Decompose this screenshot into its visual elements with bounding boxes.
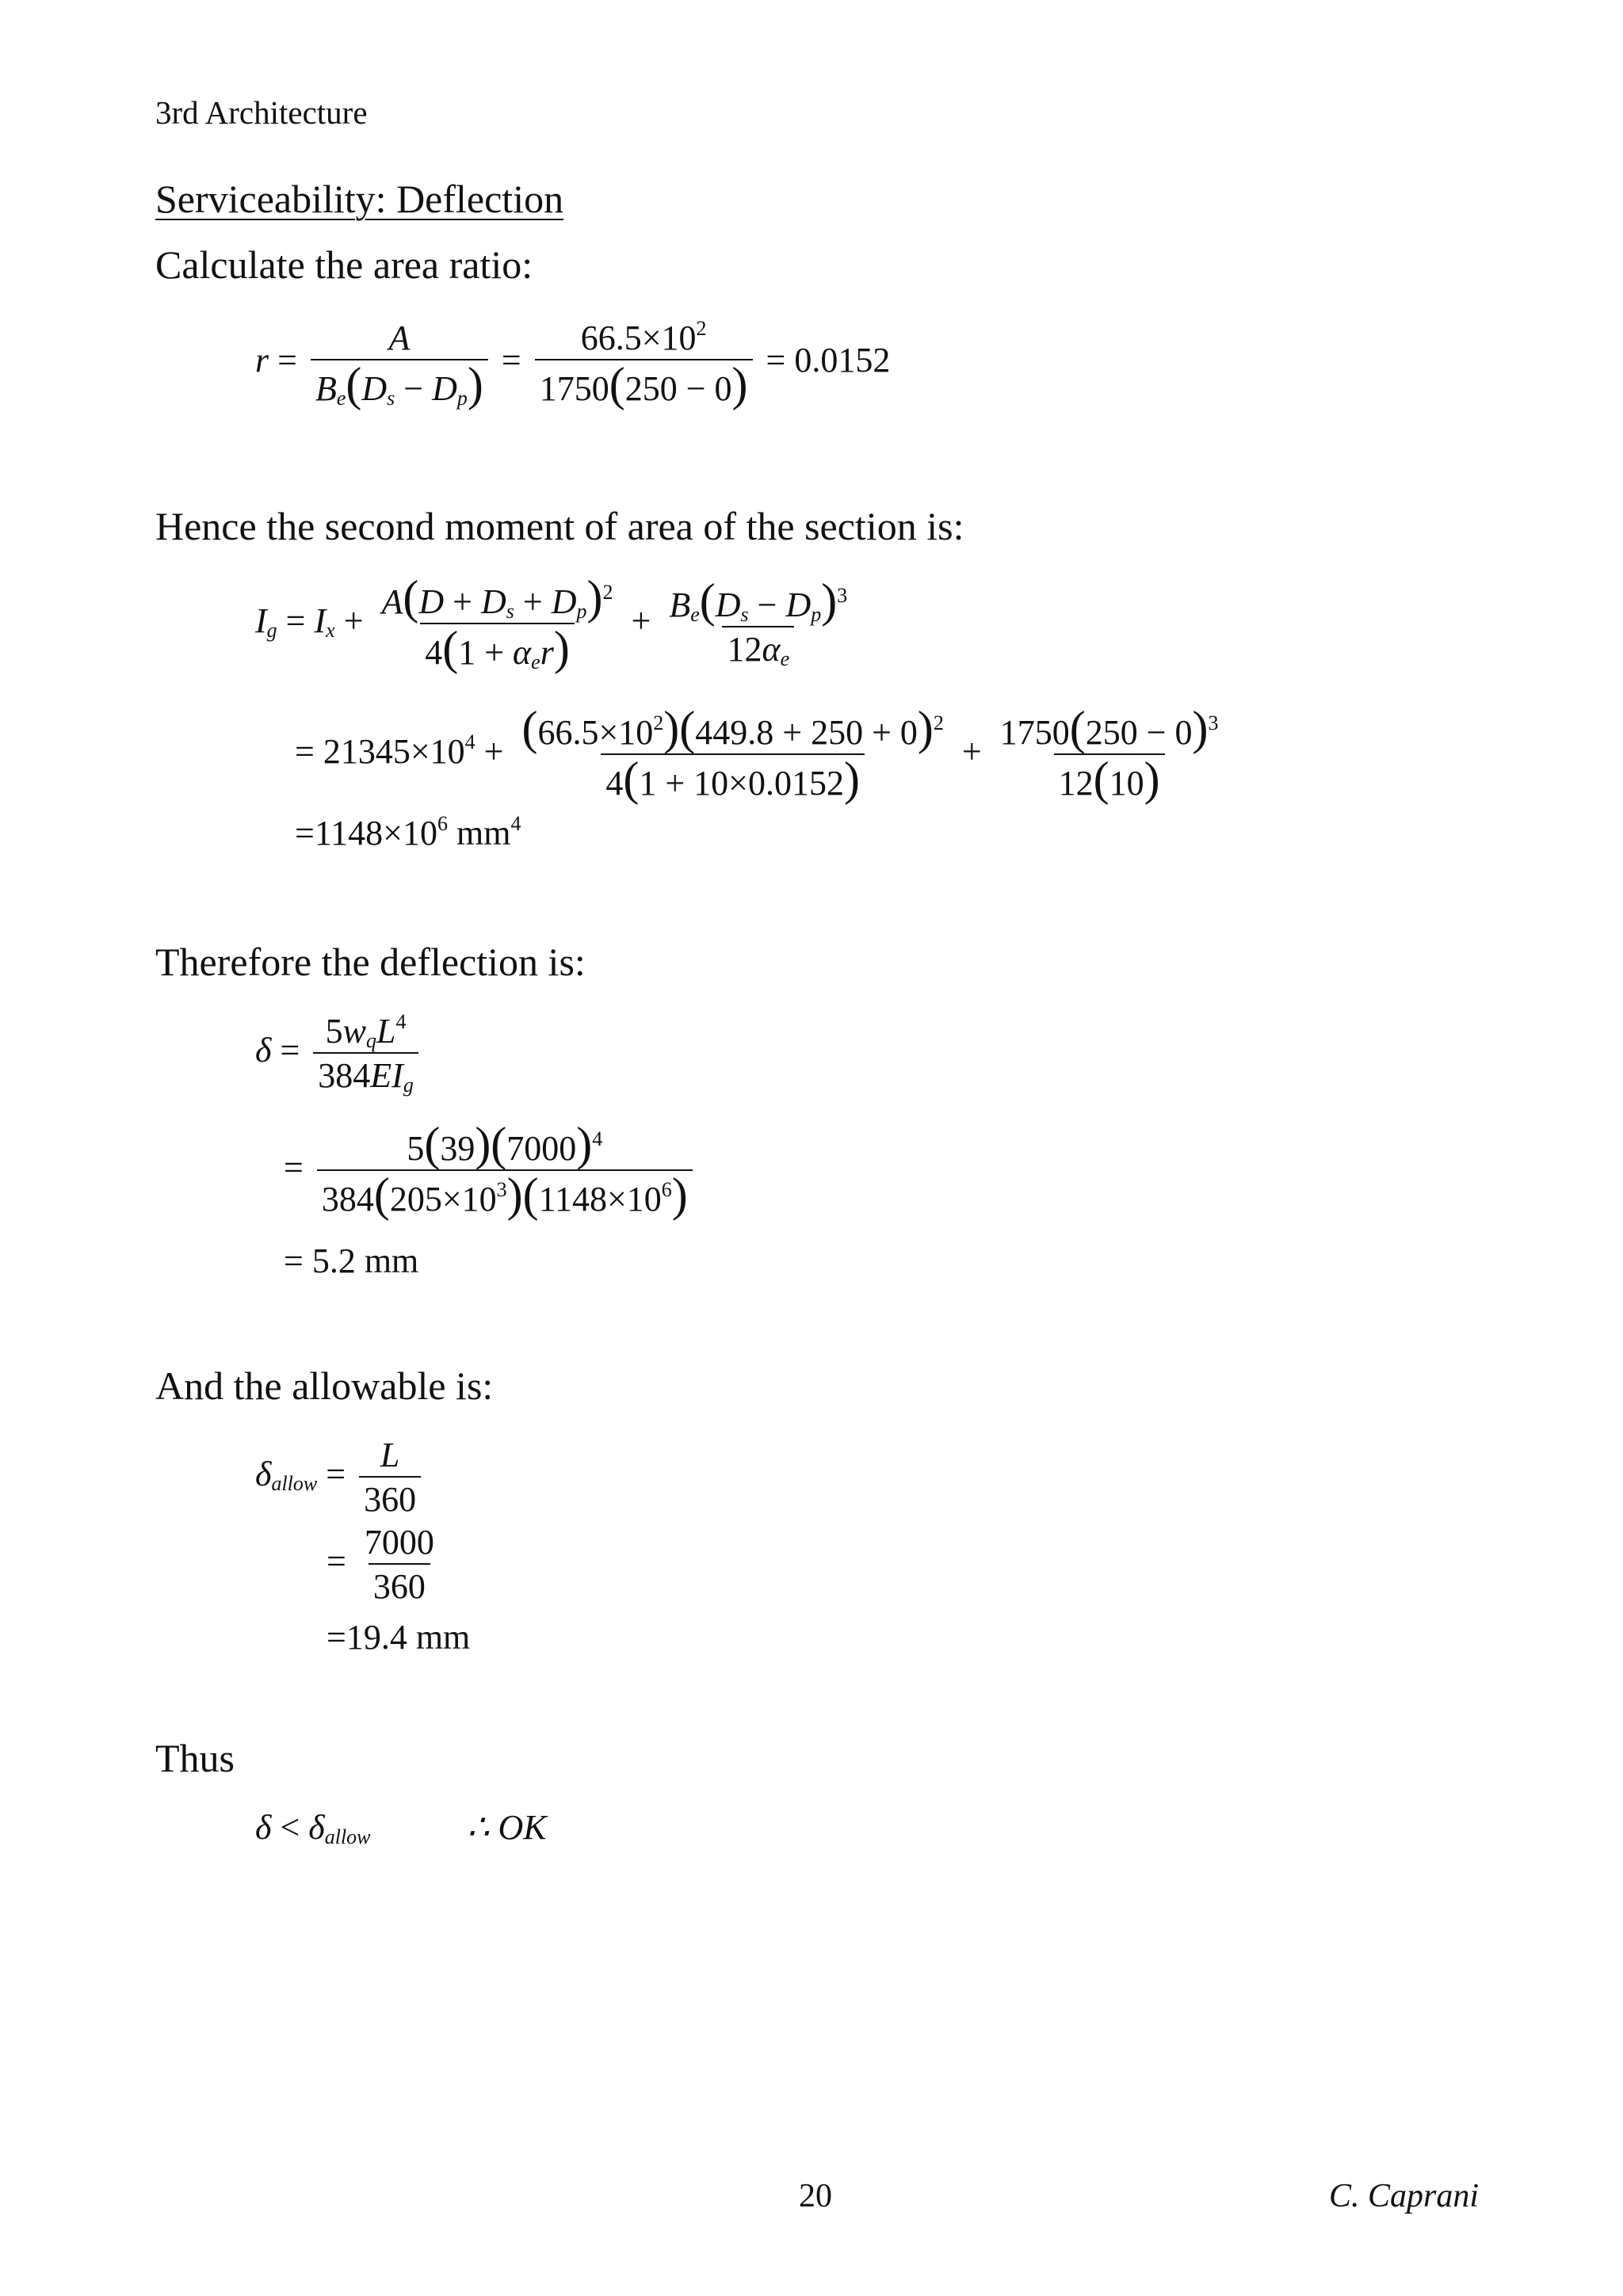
fraction-allowable-symbolic: $\frac{L}{360}$	[359, 1438, 421, 1517]
paragraph-area-ratio: Calculate the area ratio:	[155, 242, 533, 287]
equation-allowable-symbolic: $\delta_{allow}$ = $\frac{L}{360}$	[255, 1438, 426, 1517]
paragraph-second-moment: Hence the second moment of area of the section is:	[155, 504, 964, 548]
fraction-r-numeric: $\frac{66.5\times 10^2}{1750(250 - 0)}$	[535, 321, 753, 406]
section-title: Serviceability: Deflection	[155, 177, 564, 221]
equation-area-ratio: r = $\frac{A}{B_e(D_s - D_p)}$ = $\frac{66.5\times 10^2}{1750(250 - 0)}$ = 0.0152	[255, 317, 891, 410]
page-number: 20	[799, 2178, 832, 2214]
equation-ig-symbolic: $I_g = I_x$ + $\frac{A(D + D_s + D_p)^2}{4(1 + \alpha_er)}$ + $\frac{B_e(D_s - D_p)^3}{12\alpha_e}$	[255, 578, 857, 670]
r-result: = 0.0152	[766, 341, 891, 380]
ig-result-value: =1148×10	[295, 814, 437, 852]
equation-ig-numeric: = $21345\times 10^4$ + $\frac{(66.5\times 10^2)(449.8 + 250 + 0)^2}{4(1 + 10\times 0.0152)}$ + $\frac{1750(250 - 0)^3}{12(10)}$	[295, 709, 1228, 801]
fraction-ig-numeric-1: $\frac{(66.5\times 10^2)(449.8 + 250 + 0)^2}{4(1 + 10\times 0.0152)}$	[521, 702, 944, 805]
deflection-result: = 5.2 mm	[284, 1241, 419, 1280]
fraction-r-symbolic: $\frac{A}{B_e(D_s - D_p)}$	[311, 321, 488, 406]
equation-deflection-numeric: = $\frac{5(39)(7000)^4}{384(205\times 10^3)(1148\times 10^6)}$	[284, 1125, 697, 1217]
paragraph-allowable: And the allowable is:	[155, 1363, 494, 1408]
fraction-ig-term2: $\frac{B_e(D_s - D_p)^3}{12\alpha_e}$	[669, 574, 848, 670]
fraction-deflection-numeric: $\frac{5(39)(7000)^4}{384(205\times 10^3)(1148\times 10^6)}$	[317, 1125, 693, 1217]
fraction-allowable-numeric: $\frac{7000}{360}$	[364, 1523, 434, 1606]
ig-unit: mm	[456, 814, 511, 852]
paragraph-deflection: Therefore the deflection is:	[155, 940, 586, 984]
fraction-deflection-symbolic: $\frac{5w_qL^4}{384EI_g}$	[313, 1014, 418, 1093]
ig-first-term: 21345×10	[323, 732, 465, 772]
equation-deflection-symbolic: δ = $\frac{5w_qL^4}{384EI_g}$	[255, 1014, 423, 1093]
conclusion-ok: ∴ OK	[467, 1808, 547, 1847]
fraction-ig-term1: $\frac{A(D + D_s + D_p)^2}{4(1 + \alpha_er)}$	[381, 571, 613, 674]
equation-ig-result: $=1148\times 10^6$ $mm^4$	[295, 812, 521, 852]
equation-conclusion: $\delta < \delta_{allow}$ ∴ OK	[255, 1808, 547, 1848]
allowable-result: =19.4 mm	[327, 1618, 471, 1657]
equation-allowable-numeric: = $\frac{7000}{360}$	[327, 1525, 444, 1604]
author: C. Caprani	[1329, 2178, 1480, 2214]
running-header: 3rd Architecture	[155, 94, 368, 131]
paragraph-thus: Thus	[155, 1736, 235, 1780]
fraction-ig-numeric-2: $\frac{1750(250 - 0)^3}{12(10)}$	[999, 702, 1219, 805]
